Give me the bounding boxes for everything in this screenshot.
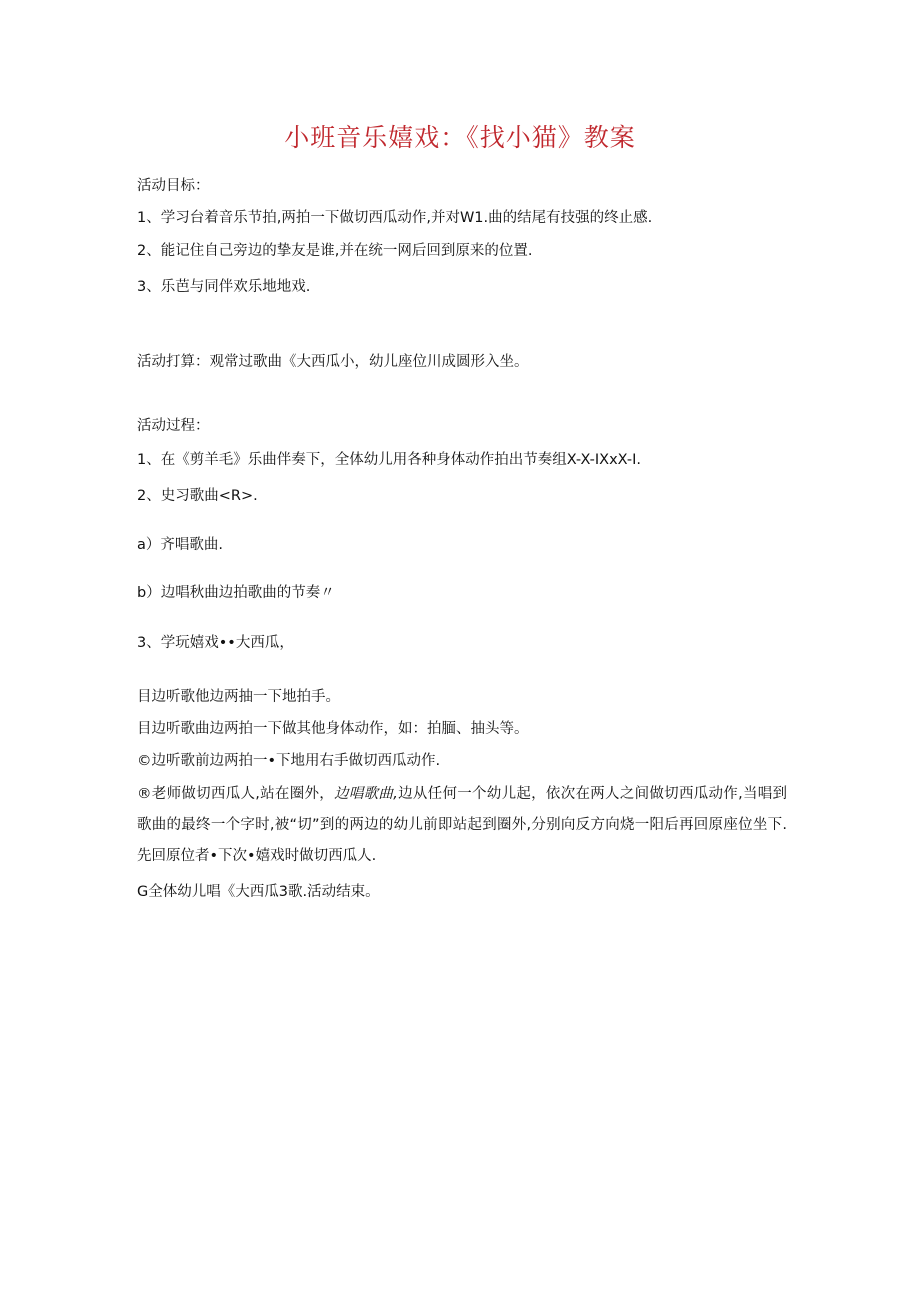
activity-ending: G全体幼儿唱《大西瓜3歌.活动结束。 <box>137 884 380 900</box>
game-step-1: 目边听歌他边两抽一下地拍手。 <box>137 689 340 705</box>
process-item-3: 3、学玩嬉戏••大西瓜， <box>137 635 294 651</box>
game-step-4-rest: 边从任何一个幼儿起，依次在两人之间做切西瓜动作,当唱到歌曲的最终一个字时,被“切”到的两边的幼儿前即站起到圈外,分别向反方向烧一阳后再回原座位坐下.先回原位者•下次•嬉戏时做切西瓜人. <box>137 786 788 864</box>
document-title: 小班音乐嬉戏：《找小猫》教案 <box>284 123 636 152</box>
process-heading: 活动过程： <box>137 418 210 434</box>
game-step-2: 目边听歌曲边两拍一下做其他身体动作，如：拍腼、抽头等。 <box>137 721 529 737</box>
activity-preparation: 活动打算：观常过歌曲《大西瓜小，幼儿座位川成圆形入坐。 <box>137 354 529 370</box>
game-step-3: ©边听歌前边两拍一•下地用右手做切西瓜动作. <box>137 753 441 769</box>
game-step-4-italic: 边唱歌曲, <box>334 786 398 802</box>
process-item-b: b）边唱秋曲边拍歌曲的节奏〃 <box>137 585 335 601</box>
game-step-4 <box>137 779 787 872</box>
process-item-2: 2、史习歌曲<R>. <box>137 488 258 504</box>
process-item-1: 1、在《剪羊毛》乐曲伴奏下，全体幼儿用各种身体动作拍出节奏组X-X-IXxX-I. <box>137 452 642 468</box>
goal-item-3: 3、乐芭与同伴欢乐地地戏. <box>137 279 311 295</box>
goal-item-1: 1、学习台着音乐节拍,两拍一下做切西瓜动作,并对W1.曲的结尾有技强的终止感. <box>137 210 653 226</box>
game-step-4-start: ®老师做切西瓜人,站在圈外， <box>137 786 335 802</box>
goal-item-2: 2、能记住自己旁边的挚友是谁,并在统一网后回到原来的位置. <box>137 243 533 259</box>
goals-heading: 活动目标： <box>137 178 210 194</box>
process-item-a: a）齐唱歌曲. <box>137 537 223 553</box>
